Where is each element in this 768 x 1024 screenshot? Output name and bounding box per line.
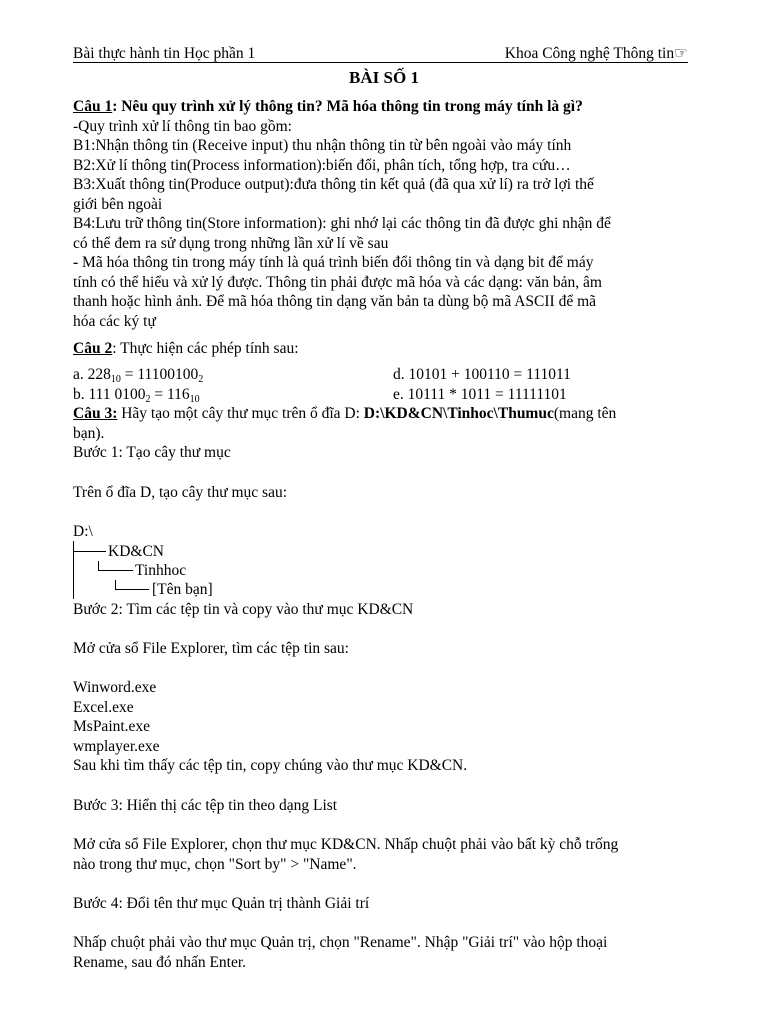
list-item: Winword.exe [73,679,157,696]
paragraph-line: B2:Xử lí thông tin(Process information):biến đổi, phân tích, tổng hợp, tra cứu… [73,156,571,174]
question-3-tail: (mang tên [553,405,617,422]
paragraph-line: nào trong thư mục, chọn "Sort by" > "Name". [73,855,357,873]
list-item: Excel.exe [73,698,134,716]
step-2-title: Bước 2: Tìm các tệp tin và copy vào thư mục KD&CN [73,601,414,618]
paragraph-line [73,253,703,273]
question-3 [73,404,703,463]
page-title: BÀI SỐ 1 [349,68,419,87]
calc-e: e. 10111 * 1011 = 11111101 [393,386,567,403]
paragraph-line: B1:Nhận thông tin (Receive input) thu nhận thông tin từ bên ngoài vào máy tính [73,137,572,154]
question-2-text: : Thực hiện các phép tính sau: [112,340,299,357]
paragraph-line: Rename, sau đó nhấn Enter. [73,953,247,971]
list-item: MsPaint.exe [73,718,151,735]
calc-row-1 [73,365,703,385]
step-1-desc: Trên ổ đĩa D, tạo cây thư mục sau: [73,484,288,501]
question-1-heading [73,97,703,117]
question-3-path: D:\KD&CN\Tinhoc\Thumuc [363,405,554,422]
header-course: Bài thực hành tin Học phần 1 [73,45,256,62]
paragraph-line: Nhấp chuột phải vào thư mục Quản trị, chọn "Rename". Nhập "Giải trí" vào hộp thoại [73,934,608,951]
tree-connector [73,551,106,552]
paragraph-line: Mở cửa sổ File Explorer, chọn thư mục KD&CN. Nhấp chuột phải vào bất kỳ chỗ trống [73,836,619,853]
paragraph-line: bạn). [73,424,105,442]
question-1-label: Câu 1 [73,98,113,115]
encoding-text: Mã hóa thông tin trong máy tính là quá trình biến đổi thông tin và dạng bit để máy [82,254,594,271]
bullet-dash: - [73,254,83,271]
question-1 [73,97,703,331]
question-3-text: Hãy tạo một cây thư mục trên ổ đĩa D: [117,405,364,422]
question-2-label: Câu 2 [73,340,113,357]
paragraph-line: B4:Lưu trữ thông tin(Store information): ghi nhớ lại các thông tin đã được ghi nhận để [73,215,611,232]
list-item: wmplayer.exe [73,737,160,755]
paragraph-line: B3:Xuất thông tin(Produce output):đưa thông tin kết quả (đã qua xử lí) ra trở lợi thế [73,176,594,193]
question-1-text: : Nêu quy trình xử lý thông tin? Mã hóa thông tin trong máy tính là gì? [112,98,583,115]
question-3-label: Câu 3: [73,405,118,422]
step-4-title: Bước 4: Đổi tên thư mục Quản trị thành Giải trí [73,895,370,912]
step-1-title: Bước 1: Tạo cây thư mục [73,444,231,461]
tree-connector [98,570,133,571]
paragraph-line: -Quy trình xử lí thông tin bao gồm: [73,117,292,135]
tree-root: D:\ [73,523,93,540]
paragraph-line: giới bên ngoài [73,195,163,213]
calc-d: d. 10101 + 100110 = 111011 [393,366,571,383]
step-3-title: Bước 3: Hiển thị các tệp tin theo dạng List [73,797,338,814]
step-2-desc: Mở cửa sổ File Explorer, tìm các tệp tin sau: [73,640,349,657]
file-list [73,678,703,776]
calc-a: a. $228_{10} = 11100100_2$ [73,366,204,385]
paragraph-line: hóa các ký tự [73,312,156,330]
tree-level-2: Tinhhoc [135,562,187,579]
page-header [73,44,688,64]
paragraph-line: tính có thể hiểu và xử lý được. Thông tin phải được mã hóa và các dạng: văn bản, âm [73,273,602,291]
step-4-desc [73,933,703,972]
tree-level-1: KD&CN [108,543,164,560]
tree-connector [115,589,149,590]
step-3-desc [73,835,703,874]
header-faculty: Khoa Công nghệ Thông tin☞ [504,45,688,62]
calc-row-2 [73,385,703,405]
tree-connector [73,541,74,599]
question-2-heading [73,339,703,359]
step-2-after: Sau khi tìm thấy các tệp tin, copy chúng vào thư mục KD&CN. [73,757,468,774]
paragraph-line: thanh hoặc hình ảnh. Để mã hóa thông tin dạng văn bản ta dùng bộ mã ASCII để mã [73,293,597,310]
question-3-heading [73,404,703,424]
header-rule [73,62,688,63]
paragraph-line: có thể đem ra sử dụng trong những lần xử lí về sau [73,234,389,252]
tree-level-3: [Tên bạn] [152,581,213,598]
calc-b: b. 111 $0100_2 = 116_{10}$ [73,386,200,405]
